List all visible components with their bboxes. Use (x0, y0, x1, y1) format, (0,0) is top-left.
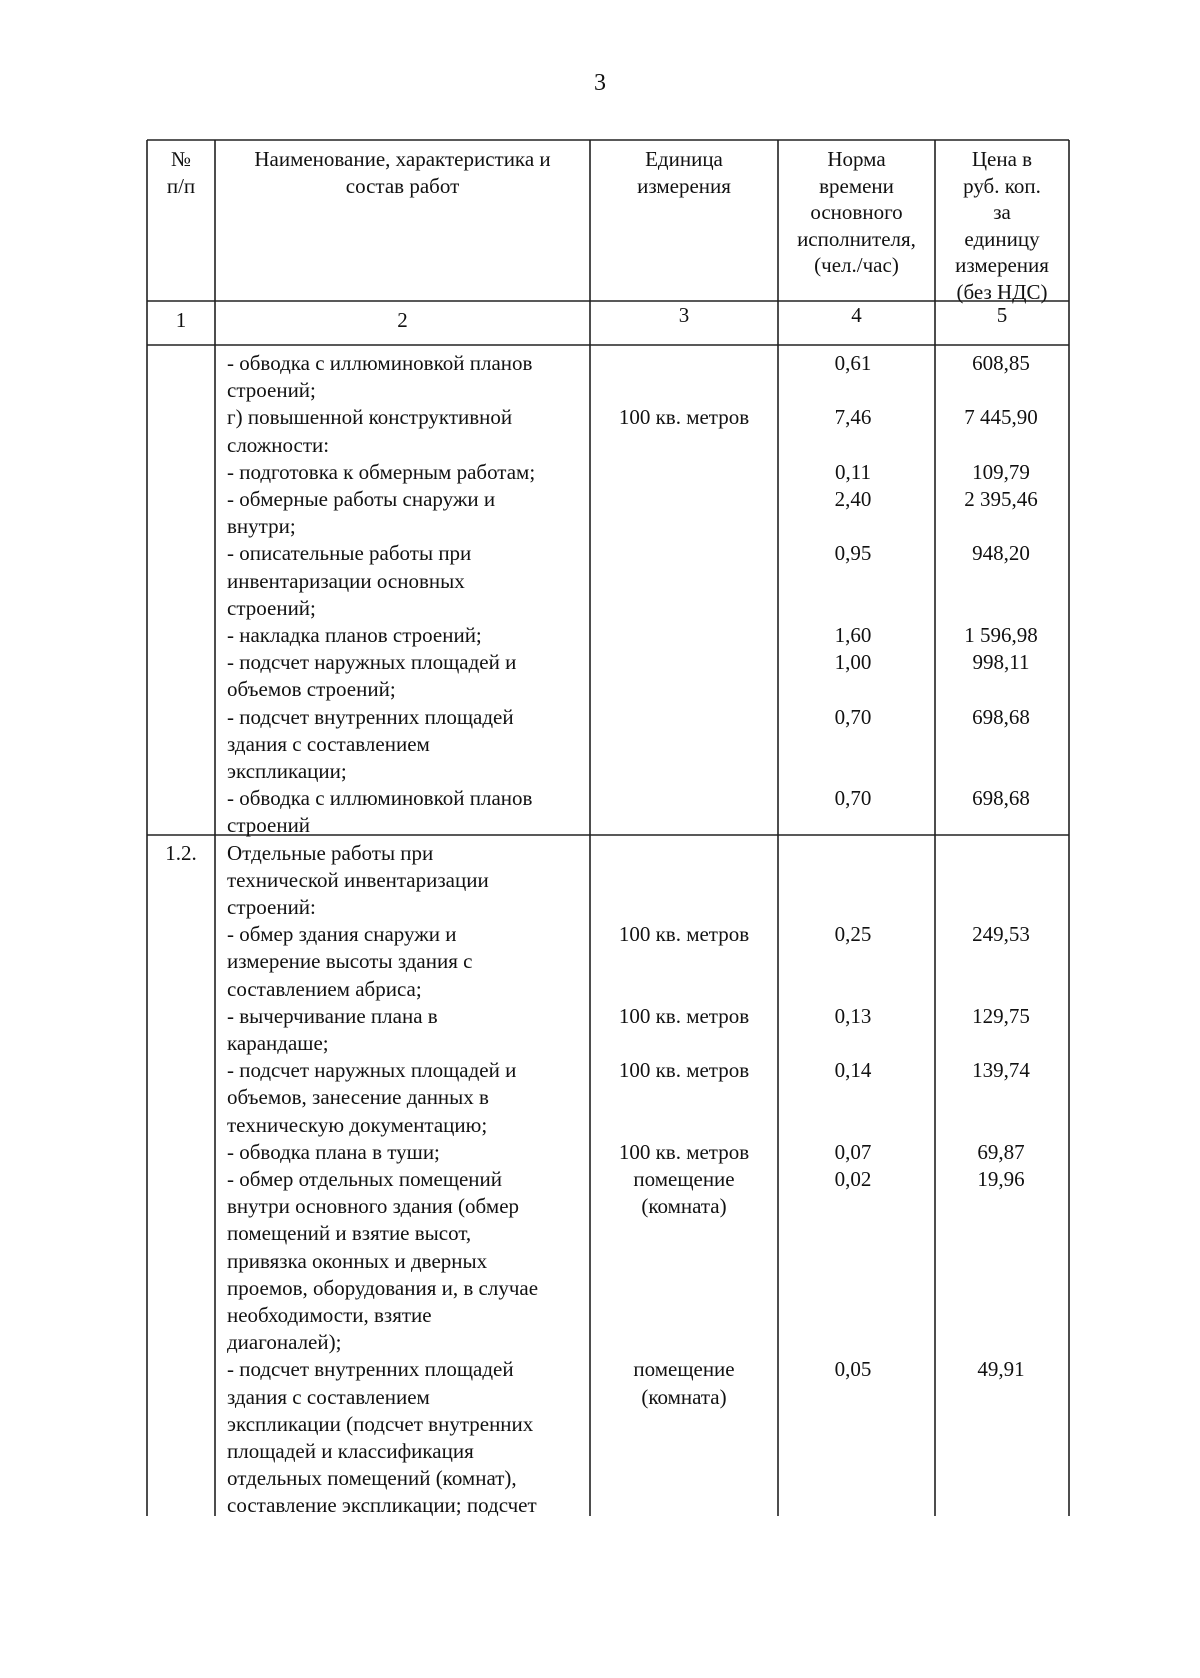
row-norm: 0,07 (834, 1139, 872, 1164)
row-norm: 0,02 (834, 1167, 872, 1191)
row-description: отдельных помещений (комнат), (227, 1466, 517, 1491)
row-description: площадей и классификация (227, 1439, 474, 1463)
row-norm: 0,13 (834, 1003, 872, 1028)
row-price: 2 395,46 (964, 487, 1038, 511)
row-price: 69,87 (977, 1139, 1025, 1164)
row-norm: 0,11 (835, 459, 871, 484)
row-description: внутри основного здания (обмер (227, 1194, 520, 1219)
row-norm: 0,70 (834, 786, 872, 811)
row-price: 608,85 (972, 351, 1030, 375)
row-unit: 100 кв. метров (618, 1058, 750, 1083)
header-unit: Единица измерения (637, 147, 731, 198)
row-description: строений: (227, 895, 316, 919)
row-price: 139,74 (972, 1058, 1030, 1083)
row-price: 1 596,98 (964, 623, 1038, 647)
row-description: строений; (227, 595, 316, 620)
row-norm: 0,14 (834, 1058, 872, 1083)
row-description: Отдельные работы при (227, 840, 434, 865)
row-description: здания с составлением (227, 1384, 430, 1409)
row-unit: 100 кв. метров (618, 405, 750, 430)
row-norm: 1,60 (834, 623, 872, 647)
row-unit: (комната) (641, 1194, 727, 1219)
row-description: составление экспликации; подсчет (227, 1493, 537, 1518)
row-description: - обводка с иллюминовкой планов (227, 351, 533, 375)
row-norm: 0,25 (834, 922, 872, 947)
row-price: 7 445,90 (964, 405, 1038, 430)
row-description: - обмер здания снаружи и (227, 922, 457, 947)
row-price: 129,75 (972, 1003, 1030, 1028)
row-description: - подсчет внутренних площадей (227, 704, 514, 729)
row-description: измерение высоты здания с (227, 949, 473, 974)
row-description: строений (227, 813, 311, 838)
page-number: 3 (594, 70, 606, 96)
row-description: - обмерные работы снаружи и (227, 487, 496, 511)
row-unit: (комната) (641, 1384, 727, 1409)
row-description: экспликации (подсчет внутренних (227, 1411, 534, 1436)
row-norm: 7,46 (834, 405, 872, 430)
row-description: объемов строений; (227, 677, 396, 702)
column-number-4: 4 (851, 303, 862, 327)
row-unit: помещение (633, 1167, 735, 1191)
row-unit: 100 кв. метров (618, 1139, 750, 1164)
row-number: 1.2. (165, 840, 197, 865)
column-number-3: 3 (678, 303, 690, 327)
row-description: помещений и взятие высот, (227, 1221, 472, 1246)
row-description: технической инвентаризации (227, 867, 489, 892)
column-number-5: 5 (996, 303, 1008, 327)
header-norm: Норма времени основного исполнителя, (чел./час) (797, 147, 916, 277)
row-description: - обводка плана в туши; (227, 1139, 440, 1164)
row-description: - обводка с иллюминовкой планов (227, 786, 533, 811)
row-description: объемов, занесение данных в (227, 1085, 489, 1110)
row-description: проемов, оборудования и, в случае (227, 1275, 539, 1300)
column-number-1: 1 (175, 308, 187, 332)
row-unit: 100 кв. метров (618, 922, 750, 947)
row-description: - подсчет наружных площадей и (227, 1058, 517, 1083)
row-description: - обмер отдельных помещений (227, 1167, 503, 1191)
row-description: здания с составлением (227, 731, 430, 756)
row-norm: 0,61 (834, 351, 872, 375)
row-description: строений; (227, 378, 316, 403)
row-description: - накладка планов строений; (227, 623, 482, 647)
row-description: г) повышенной конструктивной (227, 405, 513, 430)
row-description: - подсчет наружных площадей и (227, 650, 517, 675)
row-norm: 0,05 (834, 1357, 872, 1382)
row-description: техническую документацию; (227, 1112, 488, 1137)
header-no: № п/п (166, 147, 196, 198)
row-description: привязка оконных и дверных (227, 1248, 488, 1273)
row-norm: 1,00 (834, 650, 872, 675)
row-description: необходимости, взятие (227, 1303, 432, 1327)
row-price: 49,91 (977, 1357, 1025, 1382)
row-price: 109,79 (972, 459, 1030, 484)
row-price: 249,53 (972, 922, 1030, 947)
row-price: 698,68 (972, 704, 1030, 729)
header-name: Наименование, характеристика и состав работ (254, 147, 551, 198)
row-description: сложности: (227, 432, 330, 457)
row-price: 19,96 (977, 1167, 1025, 1191)
row-description: - описательные работы при (227, 541, 472, 566)
row-price: 948,20 (972, 541, 1030, 566)
header-price: Цена в руб. коп. за единицу измерения (без НДС) (955, 147, 1049, 304)
row-description: карандаше; (227, 1031, 329, 1055)
row-description: инвентаризации основных (227, 568, 465, 593)
row-description: составлением абриса; (227, 976, 422, 1001)
row-unit: помещение (633, 1357, 735, 1382)
row-description: внутри; (227, 514, 296, 539)
row-price: 698,68 (972, 786, 1030, 811)
row-description: - подсчет внутренних площадей (227, 1357, 514, 1382)
row-norm: 2,40 (834, 487, 872, 511)
row-description: - вычерчивание плана в (227, 1003, 438, 1028)
row-description: экспликации; (227, 759, 347, 783)
row-norm: 0,70 (834, 704, 872, 729)
row-description: - подготовка к обмерным работам; (227, 459, 536, 484)
column-number-2: 2 (397, 308, 408, 332)
row-description: диагоналей); (227, 1330, 342, 1355)
row-price: 998,11 (972, 650, 1030, 675)
row-norm: 0,95 (834, 541, 872, 566)
row-unit: 100 кв. метров (618, 1003, 750, 1028)
